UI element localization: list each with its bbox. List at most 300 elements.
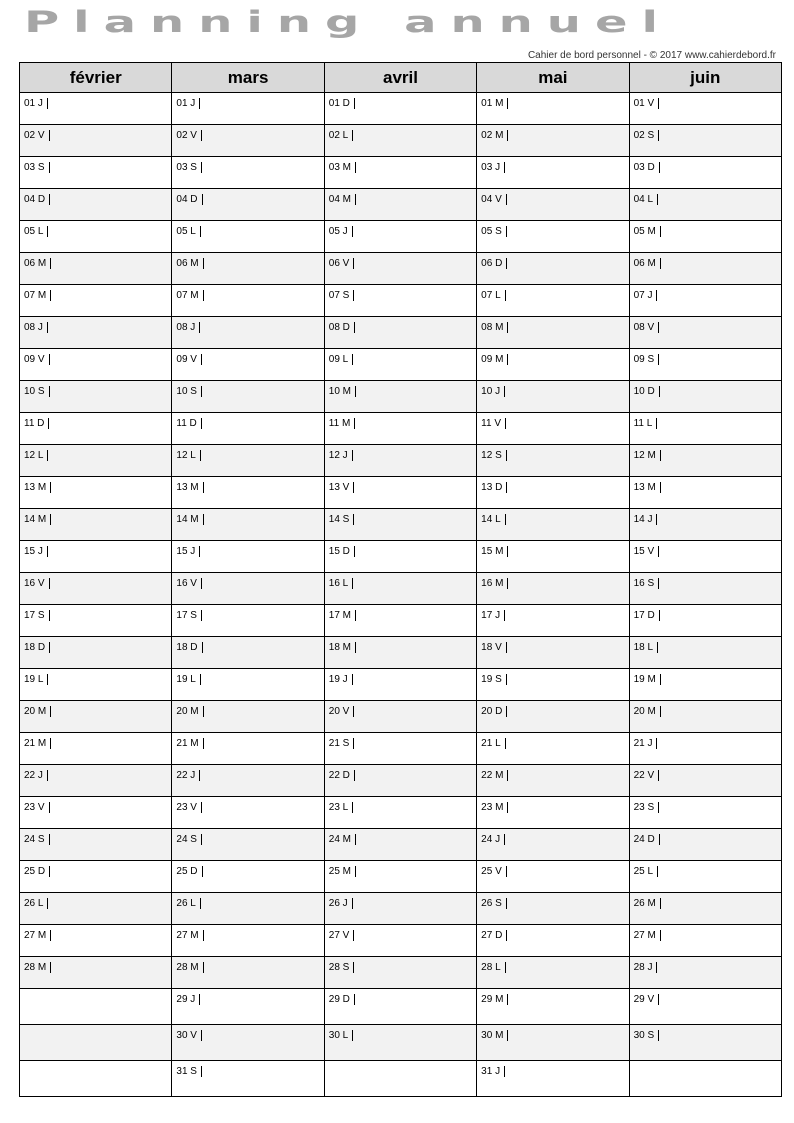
day-cell[interactable] [324,189,476,221]
day-label: 17 S [24,610,50,621]
day-row [20,509,782,541]
day-row [20,925,782,957]
day-cell[interactable] [629,733,781,765]
day-cell[interactable] [477,829,629,861]
day-cell[interactable] [629,1025,781,1061]
day-cell[interactable] [629,349,781,381]
day-cell[interactable] [629,285,781,317]
day-cell[interactable] [172,125,324,157]
day-cell[interactable] [324,669,476,701]
day-label: 19 L [24,674,48,685]
day-label: 12 S [481,450,507,461]
day-cell[interactable] [172,669,324,701]
day-cell[interactable] [20,861,172,893]
day-label: 01 M [481,98,508,109]
day-label: 11 D [176,418,201,429]
day-label: 28 S [329,962,355,973]
day-cell[interactable] [629,637,781,669]
day-cell[interactable] [172,477,324,509]
day-label: 07 M [24,290,51,301]
day-cell[interactable] [629,861,781,893]
day-cell[interactable] [172,157,324,189]
day-cell[interactable] [172,637,324,669]
day-label: 25 M [329,866,356,877]
day-cell[interactable] [477,413,629,445]
day-label: 13 M [24,482,51,493]
day-cell[interactable] [629,797,781,829]
day-cell[interactable] [477,477,629,509]
day-label: 05 L [24,226,48,237]
day-cell[interactable] [629,157,781,189]
day-label: 09 L [329,354,353,365]
day-cell[interactable] [324,765,476,797]
day-label: 27 M [176,930,203,941]
day-cell[interactable] [324,701,476,733]
day-cell[interactable] [20,573,172,605]
day-cell[interactable] [172,93,324,125]
day-label: 04 V [481,194,507,205]
day-label: 11 V [481,418,506,429]
day-label: 18 V [481,642,507,653]
day-label: 01 J [24,98,48,109]
day-label: 08 M [481,322,508,333]
day-cell[interactable] [20,925,172,957]
day-label: 20 M [24,706,51,717]
day-label: 22 D [329,770,355,781]
day-row [20,1025,782,1061]
day-cell[interactable] [477,733,629,765]
day-cell[interactable] [324,349,476,381]
day-cell[interactable] [477,669,629,701]
day-label: 19 J [329,674,353,685]
day-cell[interactable] [477,349,629,381]
day-cell[interactable] [477,125,629,157]
day-row [20,957,782,989]
day-label: 27 V [329,930,355,941]
day-label: 24 D [634,834,660,845]
day-cell[interactable] [172,765,324,797]
day-cell[interactable] [477,797,629,829]
day-cell[interactable] [477,989,629,1025]
day-label: 18 M [329,642,356,653]
day-label: 06 V [329,258,355,269]
day-cell[interactable] [477,1025,629,1061]
day-cell[interactable] [20,893,172,925]
day-label: 21 M [24,738,51,749]
day-label: 10 D [634,386,660,397]
day-label: 21 J [634,738,658,749]
day-cell[interactable] [324,477,476,509]
day-label: 31 J [481,1066,505,1077]
day-cell[interactable] [324,957,476,989]
day-cell[interactable] [629,541,781,573]
day-label: 30 M [481,1030,508,1041]
day-label: 04 D [24,194,50,205]
month-header: février [20,63,172,93]
day-cell[interactable] [172,701,324,733]
day-label: 25 D [24,866,50,877]
day-cell[interactable] [324,637,476,669]
day-label: 21 L [481,738,505,749]
day-label: 15 V [634,546,660,557]
day-cell[interactable] [629,701,781,733]
day-cell[interactable] [629,413,781,445]
day-label: 20 V [329,706,355,717]
day-cell[interactable] [172,989,324,1025]
day-label: 07 L [481,290,505,301]
day-cell[interactable] [477,893,629,925]
day-cell[interactable] [629,605,781,637]
day-cell[interactable] [629,221,781,253]
day-cell[interactable] [477,957,629,989]
day-label: 02 V [176,130,202,141]
day-cell[interactable] [324,509,476,541]
day-label: 19 S [481,674,507,685]
day-cell[interactable] [20,477,172,509]
day-cell[interactable] [477,1061,629,1097]
day-label: 06 D [481,258,507,269]
day-cell[interactable] [629,957,781,989]
day-cell[interactable] [172,861,324,893]
day-label: 16 S [634,578,660,589]
day-cell[interactable] [20,733,172,765]
month-header-row [20,63,782,93]
day-label: 26 L [24,898,48,909]
day-label: 07 S [329,290,355,301]
day-cell[interactable] [629,445,781,477]
day-label: 15 J [24,546,48,557]
day-cell[interactable] [20,637,172,669]
day-label: 16 V [176,578,202,589]
day-cell[interactable] [172,573,324,605]
day-cell[interactable] [477,509,629,541]
day-cell[interactable] [172,1025,324,1061]
day-cell[interactable] [20,701,172,733]
day-cell[interactable] [172,413,324,445]
day-cell[interactable] [324,829,476,861]
credit-line: Cahier de bord personnel - © 2017 www.cahierdebord.fr [527,50,776,61]
day-cell[interactable] [324,573,476,605]
calendar-body [20,93,782,1097]
day-cell[interactable] [172,541,324,573]
day-cell[interactable] [172,829,324,861]
day-label: 02 M [481,130,508,141]
day-cell[interactable] [20,253,172,285]
day-label: 29 J [176,994,200,1005]
day-cell[interactable] [629,253,781,285]
day-cell[interactable] [629,509,781,541]
day-label: 26 L [176,898,200,909]
day-cell[interactable] [20,541,172,573]
day-label: 06 M [634,258,661,269]
day-row [20,221,782,253]
day-cell[interactable] [172,221,324,253]
day-label: 09 M [481,354,508,365]
day-row [20,573,782,605]
day-cell[interactable] [629,925,781,957]
day-row [20,893,782,925]
day-label: 23 V [176,802,202,813]
day-cell[interactable] [20,221,172,253]
day-cell[interactable] [629,669,781,701]
day-label: 18 D [176,642,202,653]
day-label: 05 S [481,226,507,237]
day-cell[interactable] [629,1061,781,1097]
day-label: 23 S [634,802,660,813]
day-cell[interactable] [477,221,629,253]
day-cell[interactable] [20,413,172,445]
day-cell[interactable] [324,221,476,253]
day-cell[interactable] [324,1061,476,1097]
day-label: 29 M [481,994,508,1005]
day-cell[interactable] [172,1061,324,1097]
day-label: 07 M [176,290,203,301]
day-cell[interactable] [324,93,476,125]
day-cell[interactable] [477,573,629,605]
day-label: 20 M [176,706,203,717]
day-label: 28 M [24,962,51,973]
day-row [20,93,782,125]
day-row [20,541,782,573]
day-cell[interactable] [324,797,476,829]
day-label: 01 V [634,98,660,109]
day-label: 03 J [481,162,505,173]
day-cell[interactable] [20,381,172,413]
day-cell[interactable] [477,317,629,349]
day-label: 15 J [176,546,200,557]
day-cell[interactable] [629,989,781,1025]
day-cell[interactable] [172,797,324,829]
day-cell[interactable] [324,541,476,573]
day-cell[interactable] [477,445,629,477]
day-label: 21 M [176,738,203,749]
day-cell[interactable] [477,157,629,189]
day-cell[interactable] [477,541,629,573]
day-cell[interactable] [172,957,324,989]
day-label: 20 D [481,706,507,717]
day-cell[interactable] [324,925,476,957]
day-label: 12 L [176,450,200,461]
day-label: 02 V [24,130,50,141]
day-label: 04 M [329,194,356,205]
day-cell[interactable] [20,509,172,541]
day-cell[interactable] [324,445,476,477]
day-cell[interactable] [172,253,324,285]
day-cell[interactable] [20,957,172,989]
day-cell[interactable] [172,285,324,317]
day-label: 18 L [634,642,658,653]
day-cell[interactable] [172,893,324,925]
day-label: 12 M [634,450,661,461]
day-row [20,669,782,701]
day-cell[interactable] [172,509,324,541]
day-label: 19 L [176,674,200,685]
day-cell[interactable] [20,765,172,797]
day-cell[interactable] [172,733,324,765]
day-label: 14 L [481,514,505,525]
day-cell[interactable] [324,285,476,317]
day-cell[interactable] [172,317,324,349]
day-cell[interactable] [20,1061,172,1097]
day-cell[interactable] [477,925,629,957]
day-cell[interactable] [477,93,629,125]
day-label: 31 S [176,1066,202,1077]
day-label: 22 M [481,770,508,781]
day-cell[interactable] [629,381,781,413]
day-label: 14 S [329,514,355,525]
day-cell[interactable] [20,829,172,861]
day-label: 24 J [481,834,505,845]
day-cell[interactable] [20,93,172,125]
day-label: 30 S [634,1030,660,1041]
day-row [20,157,782,189]
day-label: 23 M [481,802,508,813]
day-row [20,637,782,669]
day-cell[interactable] [629,93,781,125]
day-cell[interactable] [324,733,476,765]
day-label: 22 J [24,770,48,781]
day-cell[interactable] [20,989,172,1025]
day-label: 14 J [634,514,658,525]
day-label: 03 D [634,162,660,173]
day-label: 25 L [634,866,658,877]
day-cell[interactable] [324,989,476,1025]
day-label: 26 M [634,898,661,909]
day-row [20,701,782,733]
day-cell[interactable] [20,285,172,317]
day-cell[interactable] [324,861,476,893]
day-cell[interactable] [172,445,324,477]
day-label: 09 V [176,354,202,365]
day-cell[interactable] [324,317,476,349]
day-row [20,733,782,765]
day-cell[interactable] [20,125,172,157]
day-row [20,797,782,829]
day-label: 02 S [634,130,660,141]
day-cell[interactable] [477,605,629,637]
day-label: 26 S [481,898,507,909]
day-row [20,861,782,893]
day-cell[interactable] [477,637,629,669]
day-label: 17 D [634,610,660,621]
day-row [20,765,782,797]
day-cell[interactable] [172,381,324,413]
day-label: 01 D [329,98,355,109]
day-label: 27 D [481,930,507,941]
day-label: 08 J [176,322,200,333]
day-cell[interactable] [20,317,172,349]
day-label: 03 M [329,162,356,173]
day-label: 22 V [634,770,660,781]
day-cell[interactable] [324,157,476,189]
day-cell[interactable] [20,669,172,701]
day-cell[interactable] [629,477,781,509]
day-label: 11 D [24,418,49,429]
day-label: 25 D [176,866,202,877]
day-cell[interactable] [629,765,781,797]
day-label: 25 V [481,866,507,877]
day-cell[interactable] [477,381,629,413]
day-row [20,829,782,861]
day-cell[interactable] [324,1025,476,1061]
day-cell[interactable] [20,605,172,637]
day-cell[interactable] [20,157,172,189]
day-cell[interactable] [172,605,324,637]
day-label: 10 S [24,386,50,397]
day-label: 11 M [329,418,356,429]
day-label: 10 M [329,386,356,397]
day-label: 17 M [329,610,356,621]
day-label: 04 D [176,194,202,205]
day-label: 16 V [24,578,50,589]
day-label: 15 D [329,546,355,557]
day-label: 27 M [24,930,51,941]
day-cell[interactable] [20,349,172,381]
calendar-grid [19,62,782,1097]
day-cell[interactable] [172,925,324,957]
day-cell[interactable] [629,829,781,861]
day-label: 12 J [329,450,353,461]
day-cell[interactable] [20,1025,172,1061]
day-label: 03 S [24,162,50,173]
day-cell[interactable] [477,189,629,221]
day-cell[interactable] [477,253,629,285]
day-label: 26 J [329,898,353,909]
day-cell[interactable] [324,381,476,413]
day-label: 29 D [329,994,355,1005]
month-header: mars [172,63,324,93]
day-cell[interactable] [629,125,781,157]
day-cell[interactable] [20,445,172,477]
month-header: juin [629,63,781,93]
day-label: 28 L [481,962,505,973]
day-cell[interactable] [324,413,476,445]
day-cell[interactable] [324,605,476,637]
day-cell[interactable] [477,701,629,733]
day-label: 30 L [329,1030,353,1041]
day-label: 11 L [634,418,658,429]
day-cell[interactable] [477,285,629,317]
day-row [20,445,782,477]
day-cell[interactable] [629,893,781,925]
day-cell[interactable] [172,349,324,381]
day-cell[interactable] [629,317,781,349]
day-cell[interactable] [629,573,781,605]
day-row [20,253,782,285]
day-label: 09 S [634,354,660,365]
day-label: 08 V [634,322,660,333]
day-label: 27 M [634,930,661,941]
day-label: 06 M [24,258,51,269]
day-cell[interactable] [477,765,629,797]
day-cell[interactable] [20,797,172,829]
day-label: 09 V [24,354,50,365]
day-cell[interactable] [172,189,324,221]
day-cell[interactable] [324,893,476,925]
day-label: 18 D [24,642,50,653]
day-label: 21 S [329,738,355,749]
day-cell[interactable] [324,253,476,285]
page-title: Planning annuel [24,4,672,40]
day-label: 23 V [24,802,50,813]
day-cell[interactable] [629,189,781,221]
day-cell[interactable] [20,189,172,221]
day-cell[interactable] [477,861,629,893]
day-row [20,1061,782,1097]
day-row [20,285,782,317]
day-cell[interactable] [324,125,476,157]
day-label: 10 J [481,386,505,397]
